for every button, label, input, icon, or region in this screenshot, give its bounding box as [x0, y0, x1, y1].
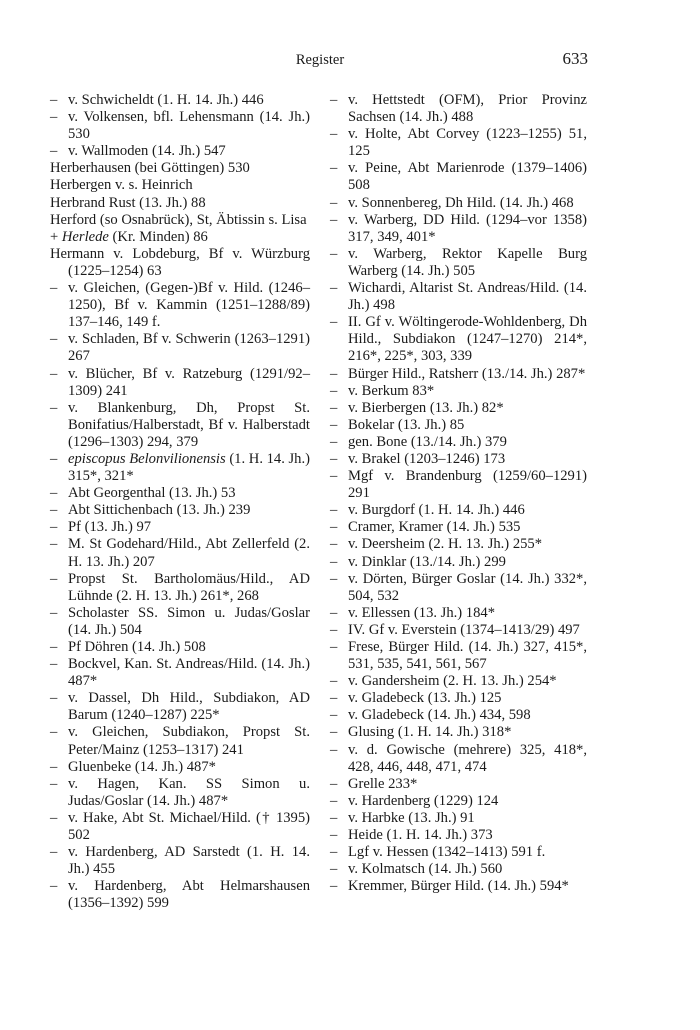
- subentry-dash: –: [50, 844, 58, 861]
- entry-text: Kremmer, Bürger Hild. (14. Jh.) 594*: [348, 878, 569, 895]
- index-entry: [50, 759, 310, 776]
- entry-text: v. Hardenberg, AD Sarstedt (1. H. 14. Jh.) 455: [68, 844, 310, 878]
- index-entry: [330, 519, 587, 536]
- entry-text: v. Berkum 83*: [348, 382, 435, 399]
- index-entry: [50, 844, 310, 878]
- subentry-dash: –: [330, 92, 338, 108]
- index-entry: [50, 109, 310, 143]
- subentry-dash: –: [50, 109, 58, 126]
- entry-text: Herbergen v. s. Heinrich: [50, 177, 193, 194]
- entry-text: v. Holte, Abt Corvey (1223–1255) 51, 125: [348, 126, 587, 160]
- index-entry: [330, 536, 587, 553]
- entry-text: Frese, Bürger Hild. (14. Jh.) 327, 415*, 531, 535, 541, 561, 567: [348, 639, 587, 673]
- entry-text: v. d. Gowische (mehrere) 325, 418*, 428, 446, 448, 471, 474: [348, 741, 587, 775]
- index-entry: [330, 878, 587, 895]
- entry-text: Heide (1. H. 14. Jh.) 373: [348, 827, 493, 844]
- entry-text: v. Peine, Abt Marienrode (1379–1406) 508: [348, 160, 587, 194]
- entry-text: Abt Georgenthal (13. Jh.) 53: [68, 485, 236, 502]
- index-entry: [50, 519, 310, 536]
- entry-text: v. Schladen, Bf v. Schwerin (1263–1291) 267: [68, 331, 310, 365]
- subentry-dash: –: [330, 433, 338, 450]
- index-entry: [50, 280, 310, 331]
- subentry-dash: –: [330, 245, 338, 262]
- entry-text: II. Gf v. Wöltingerode-Wohldenberg, Dh Hild., Subdiakon (1247–1270) 214*, 216*, 225*, 303, 339: [348, 314, 587, 365]
- subentry-dash: –: [330, 314, 338, 331]
- index-entry: [50, 92, 310, 109]
- index-entry: [330, 451, 587, 468]
- subentry-dash: –: [330, 673, 338, 690]
- entry-text: v. Dörten, Bürger Goslar (14. Jh.) 332*, 504, 532: [348, 570, 587, 604]
- subentry-dash: –: [330, 211, 338, 228]
- subentry-dash: –: [330, 741, 338, 758]
- index-entry: [330, 212, 587, 246]
- index-entry: [50, 143, 310, 160]
- subentry-dash: –: [330, 775, 338, 792]
- subentry-dash: –: [330, 844, 338, 861]
- index-entry: [330, 810, 587, 827]
- header-title: Register: [295, 52, 345, 68]
- index-entry: [330, 246, 587, 280]
- index-entry: [330, 827, 587, 844]
- index-entry: [330, 417, 587, 434]
- entry-text: Herberhausen (bei Göttingen) 530: [50, 160, 250, 177]
- index-entry: [50, 639, 310, 656]
- index-entry: [330, 793, 587, 810]
- subentry-dash: –: [330, 809, 338, 826]
- entry-text: Lgf v. Hessen (1342–1413) 591 f.: [348, 844, 546, 861]
- index-entry: [330, 707, 587, 724]
- index-entry: [330, 605, 587, 622]
- subentry-dash: –: [330, 519, 338, 536]
- index-entry: [50, 724, 310, 758]
- index-entry: [330, 861, 587, 878]
- index-entry: [330, 844, 587, 861]
- subentry-dash: –: [50, 280, 58, 297]
- index-entry: [330, 126, 587, 160]
- subentry-dash: –: [50, 690, 58, 707]
- entry-text: Abt Sittichenbach (13. Jh.) 239: [68, 502, 251, 519]
- entry-prefix: +: [50, 228, 62, 245]
- index-entry: [50, 246, 310, 280]
- subentry-dash: –: [330, 690, 338, 707]
- entry-text: (1. H. 14. Jh.) 315*, 321*: [68, 450, 310, 485]
- subentry-dash: –: [330, 553, 338, 570]
- entry-text: Propst St. Bartholomäus/Hild., AD Lühnde (2. H. 13. Jh.) 261*, 268: [68, 570, 310, 604]
- subentry-dash: –: [330, 382, 338, 399]
- entry-text: Bockvel, Kan. St. Andreas/Hild. (14. Jh.) 487*: [68, 656, 310, 690]
- subentry-dash: –: [330, 621, 338, 638]
- subentry-dash: –: [50, 92, 58, 108]
- subentry-dash: –: [330, 724, 338, 741]
- entry-italic-text: Herlede: [61, 228, 109, 245]
- entry-text: IV. Gf v. Everstein (1374–1413/29) 497: [348, 621, 580, 638]
- subentry-dash: –: [330, 416, 338, 433]
- subentry-dash: –: [330, 399, 338, 416]
- index-entry: [50, 195, 310, 212]
- index-entry: [50, 212, 310, 229]
- subentry-dash: –: [50, 450, 58, 467]
- subentry-dash: –: [50, 536, 58, 553]
- index-entry: [50, 776, 310, 810]
- entry-text: v. Hagen, Kan. SS Simon u. Judas/Goslar (14. Jh.) 487*: [68, 775, 310, 809]
- index-entry: [330, 776, 587, 793]
- entry-text: v. Hake, Abt St. Michael/Hild. († 1395) 502: [68, 809, 310, 844]
- index-entry: [50, 810, 310, 844]
- subentry-dash: –: [50, 809, 58, 826]
- entry-text: v. Gleichen, (Gegen-)Bf v. Hild. (1246–1250), Bf v. Kammin (1251–1288/89) 137–146, 149 f.: [68, 280, 310, 331]
- index-entry: [330, 400, 587, 417]
- entry-text: v. Gladebeck (13. Jh.) 125: [348, 690, 502, 707]
- index-entry: [50, 571, 310, 605]
- subentry-dash: –: [330, 878, 338, 895]
- entry-text: v. Schwicheldt (1. H. 14. Jh.) 446: [68, 92, 264, 108]
- entry-italic-text: episcopus Belonvilionensis: [68, 450, 226, 467]
- entry-text: v. Harbke (13. Jh.) 91: [348, 809, 475, 826]
- index-entry: [330, 366, 587, 383]
- index-entry: [330, 160, 587, 194]
- subentry-dash: –: [50, 656, 58, 673]
- subentry-dash: –: [330, 570, 338, 587]
- index-entry: [330, 639, 587, 673]
- entry-text: gen. Bone (13./14. Jh.) 379: [348, 433, 507, 450]
- entry-text: Pf Döhren (14. Jh.) 508: [68, 639, 206, 655]
- index-entry: [330, 280, 587, 314]
- index-column-left: [50, 92, 310, 913]
- subentry-dash: –: [330, 792, 338, 809]
- index-entry: [50, 656, 310, 690]
- entry-text: Bokelar (13. Jh.) 85: [348, 416, 465, 433]
- index-entry: [330, 742, 587, 776]
- entry-text: v. Blankenburg, Dh, Propst St. Bonifatius/Halberstadt, Bf v. Halberstadt (1296–1303) 294, 379: [68, 399, 310, 450]
- index-entry: [330, 690, 587, 707]
- entry-text: Scholaster SS. Simon u. Judas/Goslar (14. Jh.) 504: [68, 604, 310, 638]
- entry-text: Mgf v. Brandenburg (1259/60–1291) 291: [348, 468, 587, 502]
- entry-text: v. Deersheim (2. H. 13. Jh.) 255*: [348, 536, 543, 553]
- subentry-dash: –: [330, 827, 338, 844]
- entry-text: v. Volkensen, bfl. Lehensmann (14. Jh.) 530: [68, 109, 310, 143]
- subentry-dash: –: [330, 280, 338, 297]
- subentry-dash: –: [50, 775, 58, 792]
- entry-text: v. Hardenberg (1229) 124: [348, 792, 499, 809]
- index-entry: [330, 383, 587, 400]
- index-entry: [330, 468, 587, 502]
- entry-text: Bürger Hild., Ratsherr (13./14. Jh.) 287*: [348, 365, 586, 382]
- subentry-dash: –: [50, 570, 58, 587]
- entry-text: v. Dinklar (13./14. Jh.) 299: [348, 553, 506, 570]
- entry-text: v. Hettstedt (OFM), Prior Provinz Sachsen (14. Jh.) 488: [348, 92, 587, 126]
- entry-text: v. Dassel, Dh Hild., Subdiakon, AD Barum (1240–1287) 225*: [68, 690, 310, 724]
- subentry-dash: –: [50, 604, 58, 621]
- page-number: 633: [562, 49, 588, 68]
- index-entry: [50, 451, 310, 485]
- entry-text: Cramer, Kramer (14. Jh.) 535: [348, 519, 521, 536]
- entry-text: Gluenbeke (14. Jh.) 487*: [68, 758, 216, 775]
- entry-text: Herbrand Rust (13. Jh.) 88: [50, 194, 206, 211]
- subentry-dash: –: [50, 519, 58, 536]
- subentry-dash: –: [50, 502, 58, 519]
- subentry-dash: –: [330, 707, 338, 724]
- subentry-dash: –: [330, 160, 338, 177]
- entry-text: v. Kolmatsch (14. Jh.) 560: [348, 861, 503, 878]
- index-entry: [330, 724, 587, 741]
- index-entry: [50, 160, 310, 177]
- subentry-dash: –: [50, 365, 58, 382]
- subentry-dash: –: [330, 502, 338, 519]
- entry-text: v. Sonnenbereg, Dh Hild. (14. Jh.) 468: [348, 194, 574, 211]
- running-head: [0, 49, 700, 72]
- entry-text: v. Gandersheim (2. H. 13. Jh.) 254*: [348, 673, 557, 690]
- index-entry: [330, 554, 587, 571]
- index-entry: [50, 400, 310, 451]
- entry-text: Hermann v. Lobdeburg, Bf v. Würzburg (1225–1254) 63: [50, 245, 310, 279]
- entry-text: v. Warberg, Rektor Kapelle Burg Warberg (14. Jh.) 505: [348, 245, 587, 279]
- index-entry: [50, 229, 310, 246]
- subentry-dash: –: [50, 399, 58, 416]
- subentry-dash: –: [330, 194, 338, 211]
- entry-text: v. Gleichen, Subdiakon, Propst St. Peter/Mainz (1253–1317) 241: [68, 724, 310, 758]
- index-entry: [50, 502, 310, 519]
- index-entry: [330, 195, 587, 212]
- index-entry: [330, 673, 587, 690]
- subentry-dash: –: [330, 639, 338, 655]
- index-entry: [330, 434, 587, 451]
- index-entry: [330, 92, 587, 126]
- index-entry: [330, 314, 587, 365]
- subentry-dash: –: [330, 450, 338, 467]
- index-entry: [50, 366, 310, 400]
- subentry-dash: –: [50, 878, 58, 895]
- entry-text: v. Blücher, Bf v. Ratzeburg (1291/92–1309) 241: [68, 365, 310, 399]
- subentry-dash: –: [50, 758, 58, 775]
- index-entry: [50, 177, 310, 194]
- subentry-dash: –: [330, 126, 338, 143]
- index-entry: [50, 605, 310, 639]
- entry-text: v. Hardenberg, Abt Helmarshausen (1356–1392) 599: [68, 878, 310, 912]
- subentry-dash: –: [330, 468, 338, 485]
- index-entry: [330, 571, 587, 605]
- index-entry: [50, 331, 310, 365]
- entry-text: v. Burgdorf (1. H. 14. Jh.) 446: [348, 502, 525, 519]
- index-entry: [50, 485, 310, 502]
- index-entry: [50, 878, 310, 912]
- subentry-dash: –: [50, 331, 58, 348]
- index-entry: [50, 690, 310, 724]
- subentry-dash: –: [330, 365, 338, 382]
- entry-text: Herford (so Osnabrück), St, Äbtissin s. Lisa: [50, 211, 307, 228]
- subentry-dash: –: [330, 536, 338, 553]
- entry-text: v. Brakel (1203–1246) 173: [348, 450, 506, 467]
- entry-text: Grelle 233*: [348, 775, 418, 792]
- entry-text: M. St Godehard/Hild., Abt Zellerfeld (2. H. 13. Jh.) 207: [68, 536, 310, 570]
- entry-text: Pf (13. Jh.) 97: [68, 519, 152, 536]
- entry-text: v. Wallmoden (14. Jh.) 547: [68, 143, 226, 160]
- subentry-dash: –: [330, 861, 338, 878]
- entry-text: v. Ellessen (13. Jh.) 184*: [348, 604, 495, 621]
- index-entry: [50, 536, 310, 570]
- index-column-right: [330, 92, 587, 895]
- subentry-dash: –: [50, 639, 58, 655]
- subentry-dash: –: [50, 485, 58, 502]
- subentry-dash: –: [50, 143, 58, 160]
- subentry-dash: –: [330, 604, 338, 621]
- index-entry: [330, 622, 587, 639]
- index-entry: [330, 502, 587, 519]
- entry-text: v. Warberg, DD Hild. (1294–vor 1358) 317, 349, 401*: [348, 211, 587, 245]
- entry-text: v. Gladebeck (14. Jh.) 434, 598: [348, 707, 531, 724]
- entry-text: (Kr. Minden) 86: [108, 228, 208, 245]
- entry-text: Glusing (1. H. 14. Jh.) 318*: [348, 724, 512, 741]
- entry-text: Wichardi, Altarist St. Andreas/Hild. (14. Jh.) 498: [348, 280, 587, 314]
- subentry-dash: –: [50, 724, 58, 741]
- entry-text: v. Bierbergen (13. Jh.) 82*: [348, 399, 504, 416]
